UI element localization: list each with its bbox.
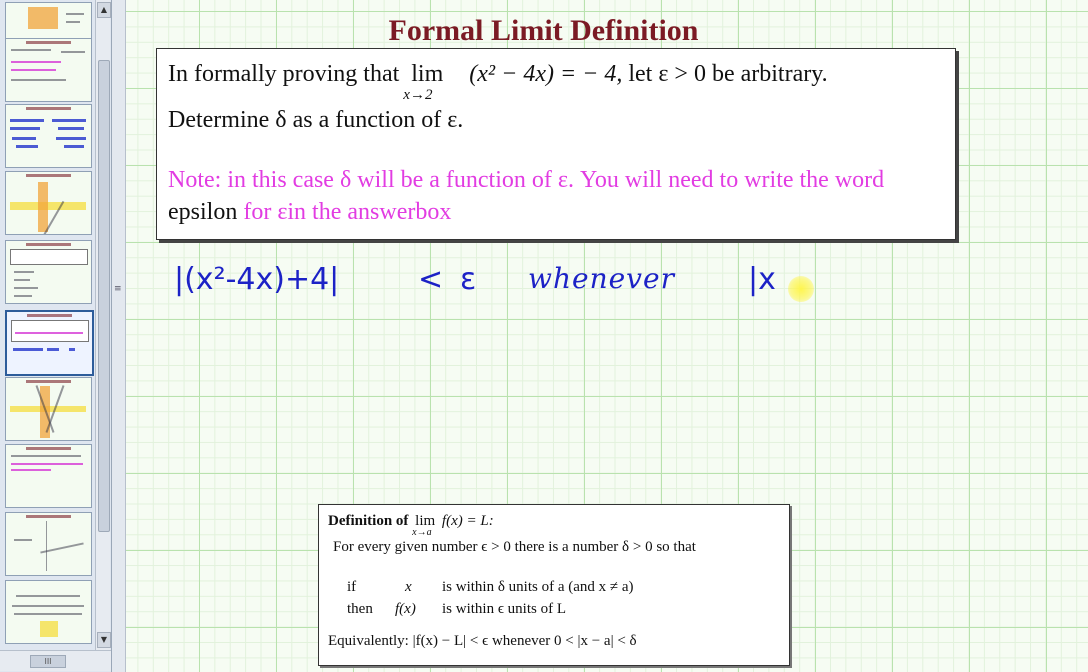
problem-suffix: let ε > 0 be arbitrary.	[628, 61, 828, 87]
slide-thumbnail-5[interactable]	[5, 240, 92, 304]
slide-thumbnail-6-selected[interactable]	[5, 310, 94, 376]
scroll-up-arrow-icon[interactable]: ▲	[97, 2, 111, 18]
definition-lim-word: lim	[415, 513, 436, 529]
definition-if-word: if	[347, 579, 357, 595]
definition-box	[318, 504, 790, 666]
sorter-horizontal-scrollbar[interactable]	[0, 650, 111, 671]
note-line-2	[168, 199, 451, 226]
slide-sorter-panel	[0, 0, 112, 672]
splitter-grip-icon[interactable]: ≡	[114, 284, 122, 294]
problem-statement-box	[156, 48, 956, 240]
limit-expression: (x² − 4x) = − 4,	[469, 61, 623, 87]
definition-heading-expr: f(x) = L:	[441, 513, 494, 529]
hw-whenever: whenever	[528, 262, 675, 295]
sorter-vertical-scrollbar[interactable]	[95, 0, 110, 650]
slide-canvas	[126, 0, 1088, 672]
limit-operator	[403, 61, 449, 103]
hw-abs-expression: |(x²-4x)+4|	[174, 262, 340, 297]
slide-thumbnail-10[interactable]	[5, 580, 92, 644]
definition-then-word: then	[347, 601, 373, 617]
scrollbar-thumb[interactable]	[98, 60, 110, 532]
hscroll-grip[interactable]: III	[30, 655, 66, 668]
definition-heading-bold: Definition of	[328, 513, 409, 529]
definition-equivalently: Equivalently: |f(x) − L| < ϵ whenever 0 < |x − a| < δ	[328, 633, 637, 649]
hw-abs-x: |x	[748, 262, 776, 297]
lim-subscript: x→2	[403, 87, 433, 103]
slide-thumbnail-9[interactable]	[5, 512, 92, 576]
note-word-epsilon: epsilon	[168, 199, 238, 225]
hw-less-than: <	[418, 262, 444, 297]
definition-lim-sub: x→a	[412, 527, 432, 538]
slide-thumbnail-4[interactable]	[5, 171, 92, 235]
panel-splitter[interactable]	[112, 0, 126, 672]
slide-thumbnail-3[interactable]	[5, 104, 92, 168]
lim-word: lim	[411, 61, 444, 87]
pen-cursor-highlight	[788, 276, 814, 302]
definition-then-text: is within ϵ units of L	[442, 601, 566, 617]
scroll-down-arrow-icon[interactable]: ▼	[97, 632, 111, 648]
definition-lim	[412, 513, 438, 538]
note-line-2-suffix: for εin the answerbox	[243, 199, 452, 225]
definition-then-var: f(x)	[395, 601, 416, 617]
definition-if-text: is within δ units of a (and x ≠ a)	[442, 579, 634, 595]
problem-prefix: In formally proving that	[168, 61, 400, 87]
problem-line-1	[168, 61, 828, 103]
definition-if-var: x	[405, 579, 412, 595]
slide-thumbnail-2[interactable]	[5, 38, 92, 102]
problem-line-2: Determine δ as a function of ε.	[168, 107, 464, 133]
definition-line-1: For every given number ϵ > 0 there is a number δ > 0 so that	[333, 539, 696, 555]
slide-thumbnail-8[interactable]	[5, 444, 92, 508]
slide-thumbnail-7[interactable]	[5, 377, 92, 441]
slide-title: Formal Limit Definition	[388, 14, 699, 47]
note-line-1: Note: in this case δ will be a function of ε. You will need to write the word	[168, 167, 885, 193]
hw-epsilon: ε	[460, 262, 477, 297]
definition-heading	[328, 513, 494, 538]
